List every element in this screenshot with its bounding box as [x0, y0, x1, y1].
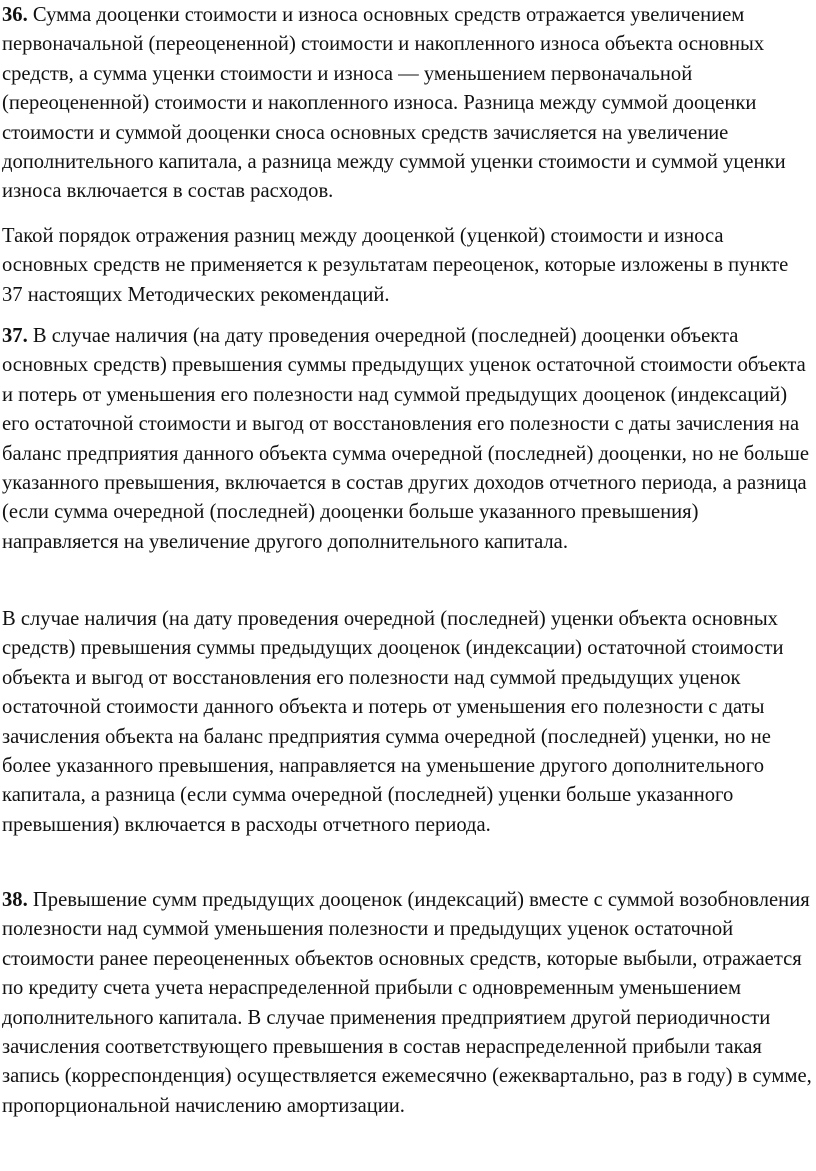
paragraph-36-note [2, 222, 814, 310]
paragraph-number: 36. [2, 4, 28, 26]
paragraph-text: В случае наличия (на дату проведения очередной (последней) дооценки объекта основных средств) превышения суммы предыдущих уценок остаточной стоимости объекта и потерь от уменьшения его полезности над суммой предыдущих дооценок (индексаций) его остаточной стоимости и выгод от восстановления его полезности с даты зачисления на баланс предприятия данного объекта сумма очередной (последней) дооценки, но не больше указанного превышения, включается в состав других доходов отчетного периода, а разница (если сумма очередной (последней) дооценки больше указанного превышения) направляется на увеличение другого дополнительного капитала. [2, 325, 809, 553]
paragraph-number: 38. [2, 889, 28, 911]
paragraph-number: 37. [2, 325, 28, 347]
paragraph-37 [2, 322, 814, 557]
paragraph-36 [2, 1, 814, 207]
paragraph-text: Такой порядок отражения разниц между дооценкой (уценкой) стоимости и износа основных средств не применяется к результатам переоценок, которые изложены в пункте 37 настоящих Методических рекомендаций. [2, 225, 789, 306]
paragraph-text: Превышение сумм предыдущих дооценок (индексаций) вместе с суммой возобновления полезности над суммой уменьшения полезности и предыдущих уценок остаточной стоимости ранее переоцененных объектов основных средств, которые выбыли, отражается по кредиту счета учета нераспределенной прибыли с одновременным уменьшением дополнительного капитала. В случае применения предприятием другой периодичности зачисления соответствующего превышения в состав нераспределенной прибыли такая запись (корреспонденция) осуществляется ежемесячно (ежеквартально, раз в году) в сумме, пропорциональной начислению амортизации. [2, 889, 812, 1117]
paragraph-37-continued [2, 605, 814, 840]
paragraph-text: Сумма дооценки стоимости и износа основных средств отражается увеличением первоначальной (переоцененной) стоимости и накопленного износа объекта основных средств, а сумма уценки стоимости и износа — уменьшением первоначальной (переоцененной) стоимости и накопленного износа. Разница между суммой дооценки стоимости и суммой дооценки сноса основных средств зачисляется на увеличение дополнительного капитала, а разница между суммой уценки стоимости и суммой уценки износа включается в состав расходов. [2, 4, 786, 203]
paragraph-38 [2, 886, 814, 1121]
paragraph-text: В случае наличия (на дату проведения очередной (последней) уценки объекта основных средств) превышения суммы предыдущих дооценок (индексации) остаточной стоимости объекта и выгод от восстановления его полезности над суммой предыдущих уценок остаточной стоимости данного объекта и потерь от уменьшения его полезности с даты зачисления объекта на баланс предприятия сумма очередной (последней) уценки, но не более указанного превышения, направляется на уменьшение другого дополнительного капитала, а разница (если сумма очередной (последней) уценки больше указанного превышения) включается в расходы отчетного периода. [2, 608, 784, 836]
